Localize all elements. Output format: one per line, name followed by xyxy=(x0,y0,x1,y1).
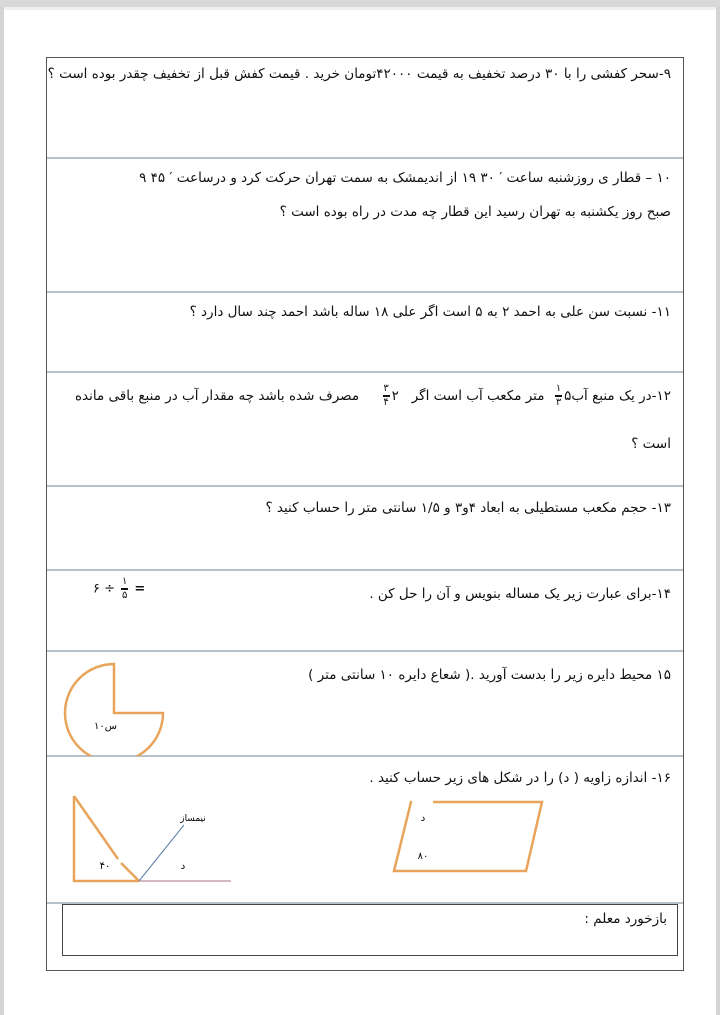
question-14-expression xyxy=(93,577,145,601)
question-10-line1: ۱۰ – قطار ی روزشنبه ساعت ′ ۳۰ ۱۹ از اندیمشک به سمت تهران حرکت کرد و درساعت ′ ۴۵ ۹ xyxy=(139,170,671,186)
expression-equals: = xyxy=(134,581,146,597)
bisector-label: نیمساز xyxy=(180,814,206,824)
top-strip-shadow xyxy=(0,7,720,10)
question-16-text: ۱۶- اندازه زاویه ( د) را در شکل های زیر حساب کنید . xyxy=(369,770,671,786)
teacher-feedback-box[interactable] xyxy=(62,904,678,956)
question-9 xyxy=(47,58,683,159)
parallelogram-shape xyxy=(394,802,542,871)
radius-label: س۱۰ xyxy=(94,721,117,732)
mixed1-numerator: ۱ xyxy=(555,383,562,394)
mixed1-whole: ۵ xyxy=(564,388,572,404)
mixed2-numerator: ۳ xyxy=(383,383,389,394)
top-strip xyxy=(0,0,720,7)
question-15-text: ۱۵ محیط دایره زیر را بدست آورید .( شعاع دایره ۱۰ سانتی متر ) xyxy=(308,667,671,683)
question-12-line1 xyxy=(75,381,671,411)
mixed-number-2 xyxy=(381,383,399,408)
left-page-edge xyxy=(0,7,4,1015)
mixed2-denominator: ۴ xyxy=(383,397,389,408)
unknown-angle-label: د xyxy=(180,861,186,872)
expression-fraction xyxy=(121,577,128,601)
circle-sector-shape xyxy=(65,664,163,756)
triangle-angle-label: ۴۰ xyxy=(99,861,111,872)
question-11 xyxy=(47,293,683,373)
triangle-hypotenuse-lower xyxy=(121,863,139,881)
mixed1-denominator: ۳ xyxy=(555,397,562,408)
expression-denominator: ۵ xyxy=(121,590,128,601)
right-page-edge xyxy=(716,7,720,1015)
expression-numerator: ۱ xyxy=(121,576,128,587)
worksheet-table xyxy=(46,57,684,971)
question-12 xyxy=(47,373,683,487)
question-12-part2: متر مکعب آب است اگر xyxy=(411,388,545,404)
triangle-hypotenuse-upper xyxy=(74,796,118,859)
question-11-text: ۱۱- نسبت سن علی به احمد ۲ به ۵ است اگر علی ۱۸ ساله باشد احمد چند سال دارد ؟ xyxy=(189,304,671,320)
question-9-text: ۹-سحر کفشی را با ۳۰ درصد تخفیف به قیمت ۴۲۰۰۰تومان خرید . قیمت کفش قبل از تخفیف چقدر بوده است ؟ xyxy=(47,66,671,82)
triangle-bisector-figure xyxy=(61,787,241,887)
question-10 xyxy=(47,159,683,293)
question-12-line2: است ؟ xyxy=(631,436,671,452)
parallelogram-angle-label: ۸۰ xyxy=(417,851,429,862)
mixed1-fraction xyxy=(555,384,562,408)
question-16 xyxy=(47,757,683,904)
question-15 xyxy=(47,652,683,757)
question-14-text: ۱۴-برای عبارت زیر یک مساله بنویس و آن را حل کن . xyxy=(369,586,671,602)
bisector-line xyxy=(139,825,184,881)
mixed-number-1 xyxy=(553,383,572,408)
mixed2-fraction xyxy=(383,384,390,408)
mixed2-whole: ۲ xyxy=(391,388,399,404)
three-quarter-circle-figure xyxy=(57,656,177,756)
teacher-feedback-label: بازخورد معلم : xyxy=(584,911,667,927)
question-13-text: ۱۳- حجم مکعب مستطیلی به ابعاد ۴و۳ و ۱/۵ سانتی متر را حساب کنید ؟ xyxy=(265,500,671,516)
question-14 xyxy=(47,571,683,652)
parallelogram-unknown-label: د xyxy=(420,813,426,824)
expression-divide: ÷ xyxy=(104,581,116,597)
question-12-part1: ۱۲-در یک منبع آب xyxy=(571,388,671,404)
question-13 xyxy=(47,487,683,571)
question-12-part3: مصرف شده باشد چه مقدار آب در منبع باقی مانده xyxy=(74,388,360,404)
parallelogram-figure xyxy=(387,797,547,887)
expression-left: ۶ xyxy=(93,581,100,597)
question-10-line2: صبح روز یکشنبه به تهران رسید این قطار چه مدت در راه بوده است ؟ xyxy=(279,204,671,220)
